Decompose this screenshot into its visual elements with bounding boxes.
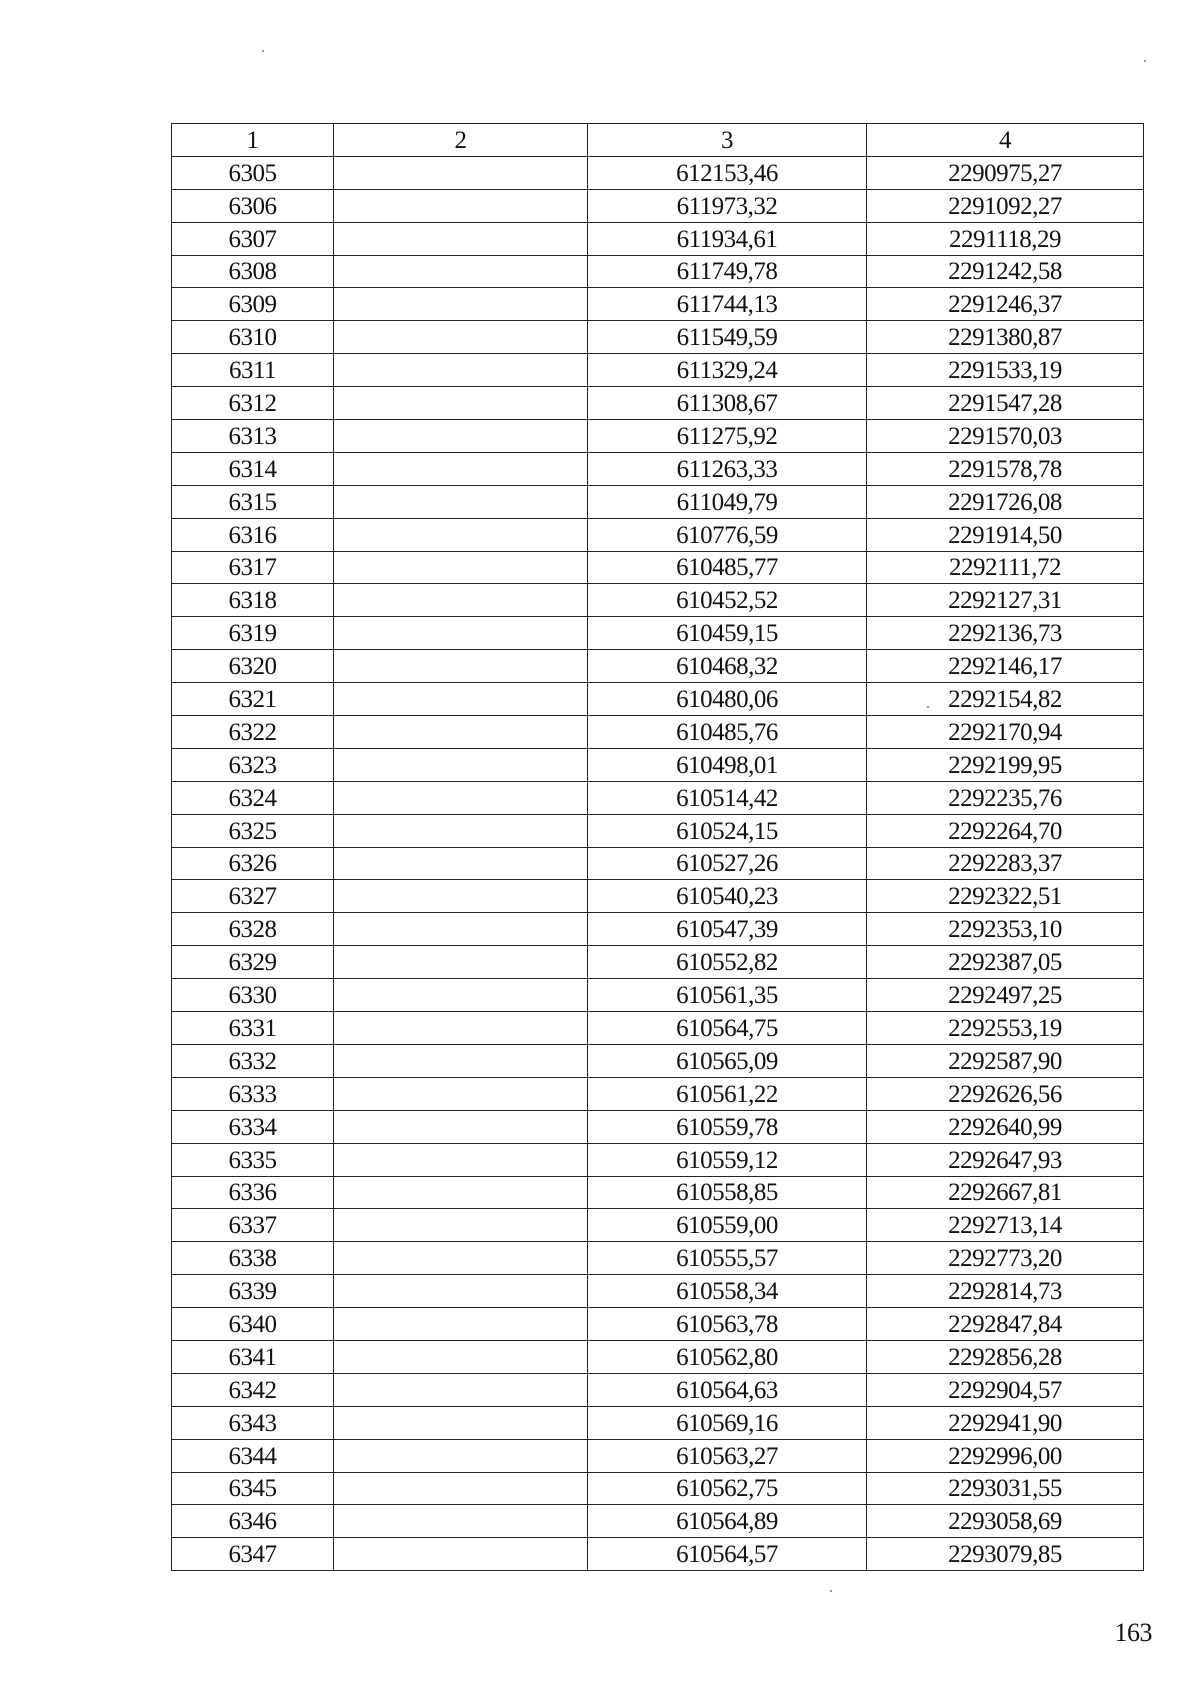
table-row bbox=[172, 748, 1144, 781]
y-coordinate-cell: 2291118,29 bbox=[867, 222, 1144, 255]
y-coordinate-cell: 2292553,19 bbox=[867, 1012, 1144, 1045]
column-2-cell bbox=[334, 518, 588, 551]
table-row bbox=[172, 1044, 1144, 1077]
column-2-cell bbox=[334, 354, 588, 387]
point-number-cell: 6325 bbox=[172, 814, 334, 847]
column-2-cell bbox=[334, 946, 588, 979]
y-coordinate-cell: 2292667,81 bbox=[867, 1176, 1144, 1209]
x-coordinate-cell: 610558,85 bbox=[588, 1176, 867, 1209]
x-coordinate-cell: 610564,89 bbox=[588, 1505, 867, 1538]
x-coordinate-cell: 611744,13 bbox=[588, 288, 867, 321]
column-2-cell bbox=[334, 1373, 588, 1406]
column-2-cell bbox=[334, 913, 588, 946]
point-number-cell: 6326 bbox=[172, 847, 334, 880]
column-2-cell bbox=[334, 1012, 588, 1045]
x-coordinate-cell: 611973,32 bbox=[588, 189, 867, 222]
column-2-cell bbox=[334, 683, 588, 716]
column-2-cell bbox=[334, 617, 588, 650]
table-row bbox=[172, 452, 1144, 485]
x-coordinate-cell: 610564,63 bbox=[588, 1373, 867, 1406]
point-number-cell: 6305 bbox=[172, 156, 334, 189]
y-coordinate-cell: 2292146,17 bbox=[867, 650, 1144, 683]
y-coordinate-cell: 2292154,82 bbox=[867, 683, 1144, 716]
table-row bbox=[172, 551, 1144, 584]
y-coordinate-cell: 2291914,50 bbox=[867, 518, 1144, 551]
column-2-cell bbox=[334, 880, 588, 913]
column-2-cell bbox=[334, 420, 588, 453]
table-row bbox=[172, 913, 1144, 946]
x-coordinate-cell: 611263,33 bbox=[588, 452, 867, 485]
x-coordinate-cell: 610459,15 bbox=[588, 617, 867, 650]
table-row bbox=[172, 485, 1144, 518]
y-coordinate-cell: 2291380,87 bbox=[867, 321, 1144, 354]
header-col-3: 3 bbox=[588, 124, 867, 157]
point-number-cell: 6336 bbox=[172, 1176, 334, 1209]
table-row bbox=[172, 814, 1144, 847]
point-number-cell: 6343 bbox=[172, 1406, 334, 1439]
y-coordinate-cell: 2291578,78 bbox=[867, 452, 1144, 485]
point-number-cell: 6315 bbox=[172, 485, 334, 518]
y-coordinate-cell: 2293031,55 bbox=[867, 1472, 1144, 1505]
x-coordinate-cell: 610564,75 bbox=[588, 1012, 867, 1045]
point-number-cell: 6329 bbox=[172, 946, 334, 979]
column-2-cell bbox=[334, 189, 588, 222]
table-row bbox=[172, 1340, 1144, 1373]
y-coordinate-cell: 2292235,76 bbox=[867, 781, 1144, 814]
column-2-cell bbox=[334, 650, 588, 683]
y-coordinate-cell: 2291533,19 bbox=[867, 354, 1144, 387]
column-2-cell bbox=[334, 748, 588, 781]
y-coordinate-cell: 2292904,57 bbox=[867, 1373, 1144, 1406]
x-coordinate-cell: 610485,76 bbox=[588, 716, 867, 749]
x-coordinate-cell: 612153,46 bbox=[588, 156, 867, 189]
y-coordinate-cell: 2293079,85 bbox=[867, 1538, 1144, 1571]
y-coordinate-cell: 2291570,03 bbox=[867, 420, 1144, 453]
point-number-cell: 6346 bbox=[172, 1505, 334, 1538]
point-number-cell: 6334 bbox=[172, 1110, 334, 1143]
column-2-cell bbox=[334, 1143, 588, 1176]
column-2-cell bbox=[334, 847, 588, 880]
x-coordinate-cell: 610452,52 bbox=[588, 584, 867, 617]
table-row bbox=[172, 1077, 1144, 1110]
table-row bbox=[172, 518, 1144, 551]
x-coordinate-cell: 610485,77 bbox=[588, 551, 867, 584]
y-coordinate-cell: 2292264,70 bbox=[867, 814, 1144, 847]
point-number-cell: 6313 bbox=[172, 420, 334, 453]
table-row bbox=[172, 1308, 1144, 1341]
column-2-cell bbox=[334, 1505, 588, 1538]
point-number-cell: 6321 bbox=[172, 683, 334, 716]
x-coordinate-cell: 611934,61 bbox=[588, 222, 867, 255]
column-2-cell bbox=[334, 1275, 588, 1308]
point-number-cell: 6333 bbox=[172, 1077, 334, 1110]
x-coordinate-cell: 610498,01 bbox=[588, 748, 867, 781]
x-coordinate-cell: 610559,78 bbox=[588, 1110, 867, 1143]
y-coordinate-cell: 2292587,90 bbox=[867, 1044, 1144, 1077]
x-coordinate-cell: 610776,59 bbox=[588, 518, 867, 551]
table-row bbox=[172, 387, 1144, 420]
table-row bbox=[172, 1439, 1144, 1472]
x-coordinate-cell: 610562,80 bbox=[588, 1340, 867, 1373]
table-row bbox=[172, 321, 1144, 354]
y-coordinate-cell: 2292322,51 bbox=[867, 880, 1144, 913]
table-row bbox=[172, 288, 1144, 321]
y-coordinate-cell: 2292111,72 bbox=[867, 551, 1144, 584]
table-row bbox=[172, 420, 1144, 453]
x-coordinate-cell: 611749,78 bbox=[588, 255, 867, 288]
y-coordinate-cell: 2290975,27 bbox=[867, 156, 1144, 189]
y-coordinate-cell: 2292136,73 bbox=[867, 617, 1144, 650]
column-2-cell bbox=[334, 321, 588, 354]
header-col-1: 1 bbox=[172, 124, 334, 157]
point-number-cell: 6332 bbox=[172, 1044, 334, 1077]
point-number-cell: 6322 bbox=[172, 716, 334, 749]
point-number-cell: 6340 bbox=[172, 1308, 334, 1341]
column-2-cell bbox=[334, 781, 588, 814]
y-coordinate-cell: 2292941,90 bbox=[867, 1406, 1144, 1439]
point-number-cell: 6345 bbox=[172, 1472, 334, 1505]
table-row bbox=[172, 1143, 1144, 1176]
table-row bbox=[172, 1373, 1144, 1406]
y-coordinate-cell: 2292713,14 bbox=[867, 1209, 1144, 1242]
x-coordinate-cell: 611049,79 bbox=[588, 485, 867, 518]
x-coordinate-cell: 610480,06 bbox=[588, 683, 867, 716]
x-coordinate-cell: 610552,82 bbox=[588, 946, 867, 979]
table-row bbox=[172, 1012, 1144, 1045]
y-coordinate-cell: 2292640,99 bbox=[867, 1110, 1144, 1143]
column-2-cell bbox=[334, 979, 588, 1012]
table-row bbox=[172, 255, 1144, 288]
column-2-cell bbox=[334, 1406, 588, 1439]
column-2-cell bbox=[334, 584, 588, 617]
y-coordinate-cell: 2292856,28 bbox=[867, 1340, 1144, 1373]
table-row bbox=[172, 1505, 1144, 1538]
x-coordinate-cell: 611275,92 bbox=[588, 420, 867, 453]
y-coordinate-cell: 2292814,73 bbox=[867, 1275, 1144, 1308]
table-row bbox=[172, 683, 1144, 716]
point-number-cell: 6316 bbox=[172, 518, 334, 551]
column-2-cell bbox=[334, 1472, 588, 1505]
y-coordinate-cell: 2292626,56 bbox=[867, 1077, 1144, 1110]
table-row bbox=[172, 1406, 1144, 1439]
point-number-cell: 6339 bbox=[172, 1275, 334, 1308]
x-coordinate-cell: 610565,09 bbox=[588, 1044, 867, 1077]
y-coordinate-cell: 2293058,69 bbox=[867, 1505, 1144, 1538]
column-2-cell bbox=[334, 1439, 588, 1472]
y-coordinate-cell: 2292127,31 bbox=[867, 584, 1144, 617]
point-number-cell: 6314 bbox=[172, 452, 334, 485]
x-coordinate-cell: 610514,42 bbox=[588, 781, 867, 814]
table-row bbox=[172, 222, 1144, 255]
table-row bbox=[172, 946, 1144, 979]
table-row bbox=[172, 156, 1144, 189]
y-coordinate-cell: 2291246,37 bbox=[867, 288, 1144, 321]
column-2-cell bbox=[334, 1538, 588, 1571]
column-2-cell bbox=[334, 1110, 588, 1143]
coordinates-table bbox=[171, 123, 1144, 1571]
x-coordinate-cell: 610555,57 bbox=[588, 1242, 867, 1275]
point-number-cell: 6347 bbox=[172, 1538, 334, 1571]
table-row bbox=[172, 847, 1144, 880]
point-number-cell: 6341 bbox=[172, 1340, 334, 1373]
point-number-cell: 6331 bbox=[172, 1012, 334, 1045]
column-2-cell bbox=[334, 1308, 588, 1341]
scan-speck bbox=[927, 706, 929, 708]
column-2-cell bbox=[334, 814, 588, 847]
point-number-cell: 6328 bbox=[172, 913, 334, 946]
column-2-cell bbox=[334, 485, 588, 518]
column-2-cell bbox=[334, 1242, 588, 1275]
table-header bbox=[172, 124, 1144, 157]
x-coordinate-cell: 610564,57 bbox=[588, 1538, 867, 1571]
point-number-cell: 6306 bbox=[172, 189, 334, 222]
point-number-cell: 6338 bbox=[172, 1242, 334, 1275]
point-number-cell: 6324 bbox=[172, 781, 334, 814]
table-row bbox=[172, 1209, 1144, 1242]
x-coordinate-cell: 610468,32 bbox=[588, 650, 867, 683]
table-row bbox=[172, 1110, 1144, 1143]
point-number-cell: 6337 bbox=[172, 1209, 334, 1242]
table-row bbox=[172, 650, 1144, 683]
column-2-cell bbox=[334, 387, 588, 420]
x-coordinate-cell: 610527,26 bbox=[588, 847, 867, 880]
column-2-cell bbox=[334, 156, 588, 189]
x-coordinate-cell: 610540,23 bbox=[588, 880, 867, 913]
y-coordinate-cell: 2292387,05 bbox=[867, 946, 1144, 979]
point-number-cell: 6307 bbox=[172, 222, 334, 255]
y-coordinate-cell: 2292283,37 bbox=[867, 847, 1144, 880]
x-coordinate-cell: 610558,34 bbox=[588, 1275, 867, 1308]
column-2-cell bbox=[334, 1176, 588, 1209]
x-coordinate-cell: 610547,39 bbox=[588, 913, 867, 946]
column-2-cell bbox=[334, 716, 588, 749]
table-row bbox=[172, 979, 1144, 1012]
column-2-cell bbox=[334, 255, 588, 288]
column-2-cell bbox=[334, 1077, 588, 1110]
column-2-cell bbox=[334, 452, 588, 485]
y-coordinate-cell: 2292773,20 bbox=[867, 1242, 1144, 1275]
x-coordinate-cell: 611308,67 bbox=[588, 387, 867, 420]
table-row bbox=[172, 1176, 1144, 1209]
scan-speck bbox=[262, 50, 264, 52]
x-coordinate-cell: 610561,35 bbox=[588, 979, 867, 1012]
point-number-cell: 6335 bbox=[172, 1143, 334, 1176]
point-number-cell: 6310 bbox=[172, 321, 334, 354]
y-coordinate-cell: 2291547,28 bbox=[867, 387, 1144, 420]
scan-speck bbox=[1144, 60, 1146, 62]
x-coordinate-cell: 611549,59 bbox=[588, 321, 867, 354]
header-col-2: 2 bbox=[334, 124, 588, 157]
header-col-4: 4 bbox=[867, 124, 1144, 157]
point-number-cell: 6318 bbox=[172, 584, 334, 617]
column-2-cell bbox=[334, 1209, 588, 1242]
point-number-cell: 6319 bbox=[172, 617, 334, 650]
table-row bbox=[172, 716, 1144, 749]
column-2-cell bbox=[334, 1044, 588, 1077]
y-coordinate-cell: 2291726,08 bbox=[867, 485, 1144, 518]
table-row bbox=[172, 354, 1144, 387]
x-coordinate-cell: 610563,27 bbox=[588, 1439, 867, 1472]
table-row bbox=[172, 1472, 1144, 1505]
y-coordinate-cell: 2292647,93 bbox=[867, 1143, 1144, 1176]
table-row bbox=[172, 1242, 1144, 1275]
point-number-cell: 6317 bbox=[172, 551, 334, 584]
point-number-cell: 6330 bbox=[172, 979, 334, 1012]
x-coordinate-cell: 610562,75 bbox=[588, 1472, 867, 1505]
point-number-cell: 6312 bbox=[172, 387, 334, 420]
point-number-cell: 6309 bbox=[172, 288, 334, 321]
y-coordinate-cell: 2292847,84 bbox=[867, 1308, 1144, 1341]
y-coordinate-cell: 2292497,25 bbox=[867, 979, 1144, 1012]
y-coordinate-cell: 2292170,94 bbox=[867, 716, 1144, 749]
y-coordinate-cell: 2292199,95 bbox=[867, 748, 1144, 781]
header-row bbox=[172, 124, 1144, 157]
y-coordinate-cell: 2292353,10 bbox=[867, 913, 1144, 946]
table-row bbox=[172, 617, 1144, 650]
point-number-cell: 6308 bbox=[172, 255, 334, 288]
column-2-cell bbox=[334, 1340, 588, 1373]
x-coordinate-cell: 610559,12 bbox=[588, 1143, 867, 1176]
x-coordinate-cell: 610561,22 bbox=[588, 1077, 867, 1110]
table-body bbox=[172, 156, 1144, 1570]
y-coordinate-cell: 2291092,27 bbox=[867, 189, 1144, 222]
page-number: 163 bbox=[1114, 1618, 1152, 1647]
y-coordinate-cell: 2291242,58 bbox=[867, 255, 1144, 288]
point-number-cell: 6311 bbox=[172, 354, 334, 387]
table-row bbox=[172, 781, 1144, 814]
table-row bbox=[172, 189, 1144, 222]
x-coordinate-cell: 610569,16 bbox=[588, 1406, 867, 1439]
x-coordinate-cell: 610524,15 bbox=[588, 814, 867, 847]
point-number-cell: 6320 bbox=[172, 650, 334, 683]
point-number-cell: 6327 bbox=[172, 880, 334, 913]
point-number-cell: 6342 bbox=[172, 1373, 334, 1406]
column-2-cell bbox=[334, 288, 588, 321]
column-2-cell bbox=[334, 551, 588, 584]
column-2-cell bbox=[334, 222, 588, 255]
table-row bbox=[172, 1275, 1144, 1308]
table-row bbox=[172, 584, 1144, 617]
point-number-cell: 6344 bbox=[172, 1439, 334, 1472]
y-coordinate-cell: 2292996,00 bbox=[867, 1439, 1144, 1472]
table-row bbox=[172, 880, 1144, 913]
point-number-cell: 6323 bbox=[172, 748, 334, 781]
x-coordinate-cell: 610559,00 bbox=[588, 1209, 867, 1242]
x-coordinate-cell: 611329,24 bbox=[588, 354, 867, 387]
table-row bbox=[172, 1538, 1144, 1571]
scan-speck bbox=[830, 1590, 832, 1592]
x-coordinate-cell: 610563,78 bbox=[588, 1308, 867, 1341]
